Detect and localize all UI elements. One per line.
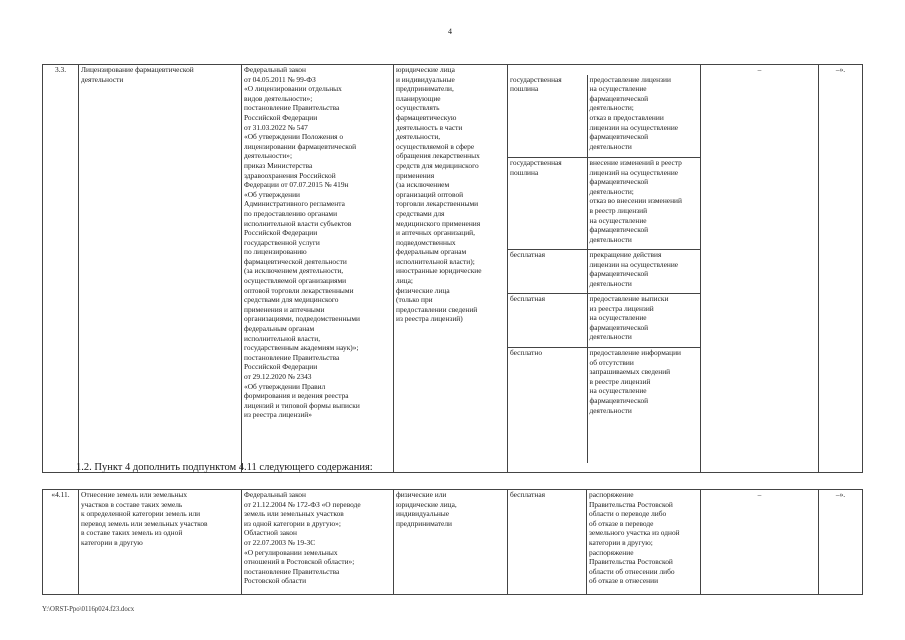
legal-basis: Федеральный закон от 21.12.2004 № 172-ФЗ «О переводе земель или земельных участков из одной категории в другую»; Областной закон от 22.07.2003 № 19-ЗС «О регулировании земельных отношений в Ростовской области»; постановление Правительства Ростовской области [242, 490, 394, 595]
row-number: 3.3. [43, 65, 79, 473]
applicants: физические или юридические лица, индивидуальные предприниматели [394, 490, 508, 595]
service-result: предоставление выписки из реестра лицензий на осуществление фармацевтической деятельности [587, 294, 701, 348]
fee-result-subtable [508, 75, 701, 463]
services-table-part2 [42, 489, 863, 595]
fee-result-block [508, 65, 701, 473]
fee-type: государственная пошлина [508, 75, 587, 158]
page-number: 4 [448, 27, 452, 36]
dash-column: – [701, 490, 819, 595]
dash-column: – [701, 65, 819, 473]
legal-basis: Федеральный закон от 04.05.2011 № 99-ФЗ «О лицензировании отдельных видов деятельности»; постановление Правительства Российской Федерации от 31.03.2022 № 547 «Об утверждении Положения о лицензировании фармацевтической деятельности»; приказ Министерства здравоохранения Российской Федерации от 07.07.2015 № 419н «Об утверждении Административного регламента по предоставлению органами исполнительной власти субъектов Российской Федерации государственной услуги по лицензированию фармацевтической деятельности (за исключением деятельности, осуществляемой организациями оптовой торговли лекарственными средствами для медицинского применения и аптечными организациями, подведомственными федеральным органам исполнительной власти, государственным академиям наук)»; постановление Правительства Российской Федерации от 29.12.2020 № 2343 «Об утверждении Правил формирования и ведения реестра лицензий и типовой формы выписки из реестра лицензий» [242, 65, 394, 473]
service-result: предоставление лицензии на осуществление фармацевтической деятельности; отказ в предоставлении лицензии на осуществление фармацевтической деятельности [587, 75, 701, 158]
fee-type: бесплатная [508, 294, 587, 348]
service-result: прекращение действия лицензии на осуществление фармацевтической деятельности [587, 250, 701, 294]
service-name: Лицензирование фармацевтической деятельности [79, 65, 242, 473]
file-path-footer: Y:\ORST-Ppo\0116p024.f23.docx [42, 606, 135, 613]
fee-type: бесплатная [508, 490, 587, 595]
service-result: предоставление информации об отсутствии запрашиваемых сведений в реестре лицензий на осуществление фармацевтической деятельности [587, 348, 701, 463]
service-result: внесение изменений в реестр лицензий на осуществление фармацевтической деятельности; отказ во внесении изменений в реестр лицензий на осуществление фармацевтической деятельности [587, 158, 701, 250]
amendment-paragraph: 1.2. Пункт 4 дополнить подпунктом 4.11 следующего содержания: [76, 462, 373, 473]
fee-type: бесплатно [510, 348, 543, 358]
fee-type: государственная пошлина [508, 158, 587, 250]
service-name: Отнесение земель или земельных участков в составе таких земель к определенной категории земель или перевод земель или земельных участков в составе таких земель из одной категории в другую [79, 490, 242, 595]
services-table-part1 [42, 64, 863, 473]
closing-dash-column: –». [819, 65, 863, 473]
row-number: «4.11. [43, 490, 79, 595]
service-result: распоряжение Правительства Ростовской области о переводе либо об отказе в переводе земельного участка из одной категории в другую; распоряжение Правительства Ростовской области об отнесении либо об отказе в отнесении [587, 490, 701, 595]
fee-type: бесплатная [508, 250, 587, 294]
closing-dash-column: –». [819, 490, 863, 595]
applicants: юридические лица и индивидуальные предприниматели, планирующие осуществлять фармацевтическую деятельность в части деятельности, осуществляемой в сфере обращения лекарственных средств для медицинского применения (за исключением организаций оптовой торговли лекарственными средствами для медицинского применения и аптечных организаций, подведомственных федеральным органам исполнительной власти); иностранные юридические лица; физические лица (только при предоставлении сведений из реестра лицензий) [394, 65, 508, 473]
